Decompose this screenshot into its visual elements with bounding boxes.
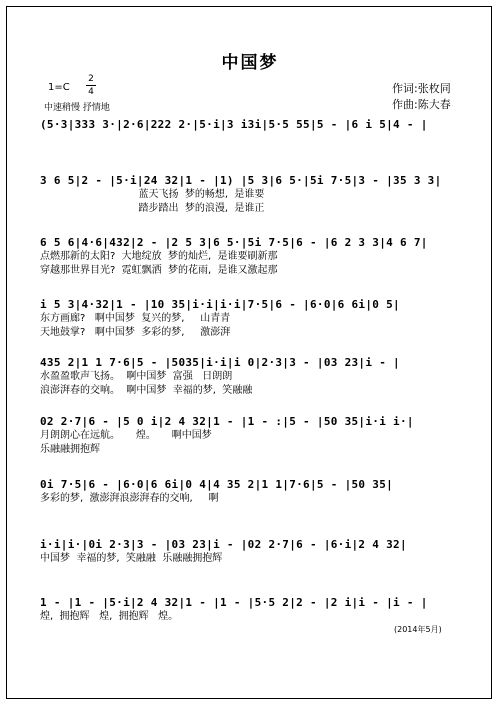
date-note: (2014年5月): [394, 625, 442, 634]
lyric-line: 天地鼓掌? 啊中国梦 多彩的梦, 激澎湃: [40, 327, 231, 338]
score-system: [40, 538, 472, 566]
lyric-line: 蓝天飞扬 梦的畅想, 是谁要: [40, 189, 265, 200]
meter-bottom: 4: [88, 87, 94, 97]
composer-credit: 作曲:陈大春: [392, 98, 451, 111]
lyric-line: 煌, 拥抱辉 煌, 拥抱辉 煌。: [40, 611, 179, 622]
notation-line: i 5 3|4·32|1 - |10 35|i·i|i·i|7·5|6 - |6·0|6 6i|0 5|: [40, 298, 400, 311]
meter-bar: [86, 85, 96, 86]
notation-line: 02 2·7|6 - |5 0 i|2 4 32|1 - |1 - :|5 - |50 35|i·i i·|: [40, 415, 414, 428]
notation-line: (5·3|333 3·|2·6|222 2·|5·i|3 i3i|5·5 55|5 - |6 i 5|4 - |: [40, 118, 428, 131]
score-system: [40, 298, 472, 340]
lyric-line: 多彩的梦, 激澎湃浪澎湃春的交响, 啊: [40, 493, 219, 504]
notation-line: 3 6 5|2 - |5·i|24 32|1 - |1) |5 3|6 5·|5i 7·5|3 - |35 3 3|: [40, 174, 442, 187]
lyric-line: 踏步踏出 梦的浪漫, 是谁正: [40, 203, 265, 214]
notation-line: i·i|i·|0i 2·3|3 - |03 23|i - |02 2·7|6 - |6·i|2 4 32|: [40, 538, 407, 551]
lyric-line: 月朗朗心在远航。 煌。 啊中国梦: [40, 430, 212, 441]
time-signature: [86, 74, 96, 97]
lyric-line: 水盈盈歌声飞扬。 啊中国梦 富强 日朗朗: [40, 371, 233, 382]
score-system: [40, 415, 472, 457]
key-signature: 1=C: [48, 82, 70, 93]
score-system: [40, 174, 472, 216]
score-system: [40, 118, 472, 132]
lyric-line: 乐融融拥抱辉: [40, 444, 100, 455]
notation-line: 0i 7·5|6 - |6·0|6 6i|0 4|4 35 2|1 1|7·6|5 - |50 35|: [40, 478, 394, 491]
score-system: [40, 478, 472, 506]
score-system: [40, 596, 472, 624]
notation-line: 435 2|1 1 7·6|5 - |5035|i·i|i 0|2·3|3 - |03 23|i - |: [40, 356, 400, 369]
notation-line: 6 5 6|4·6|432|2 - |2 5 3|6 5·|5i 7·5|6 - |6 2 3 3|4 6 7|: [40, 236, 428, 249]
lyricist-credit: 作词:张枚同: [392, 82, 451, 95]
lyric-line: 穿越那世界目光? 霓虹飘洒 梦的花雨, 是谁又激起那: [40, 265, 278, 276]
lyric-line: 点燃那新的太阳? 大地绽放 梦的灿烂, 是谁要刷新那: [40, 251, 278, 262]
score-system: [40, 236, 472, 278]
song-title: 中国梦: [221, 53, 279, 73]
lyric-line: 中国梦 幸福的梦, 笑融融 乐融融拥抱辉: [40, 553, 223, 564]
meter-top: 2: [88, 74, 94, 84]
tempo-marking: 中速稍慢 抒情地: [44, 103, 110, 113]
lyric-line: 浪澎湃春的交响。 啊中国梦 幸福的梦, 笑融融: [40, 385, 253, 396]
notation-line: 1 - |1 - |5·i|2 4 32|1 - |1 - |5·5 2|2 - |2 i|i - |i - |: [40, 596, 428, 609]
lyric-line: 东方画廊? 啊中国梦 复兴的梦, 山青青: [40, 313, 231, 324]
score-system: [40, 356, 472, 398]
